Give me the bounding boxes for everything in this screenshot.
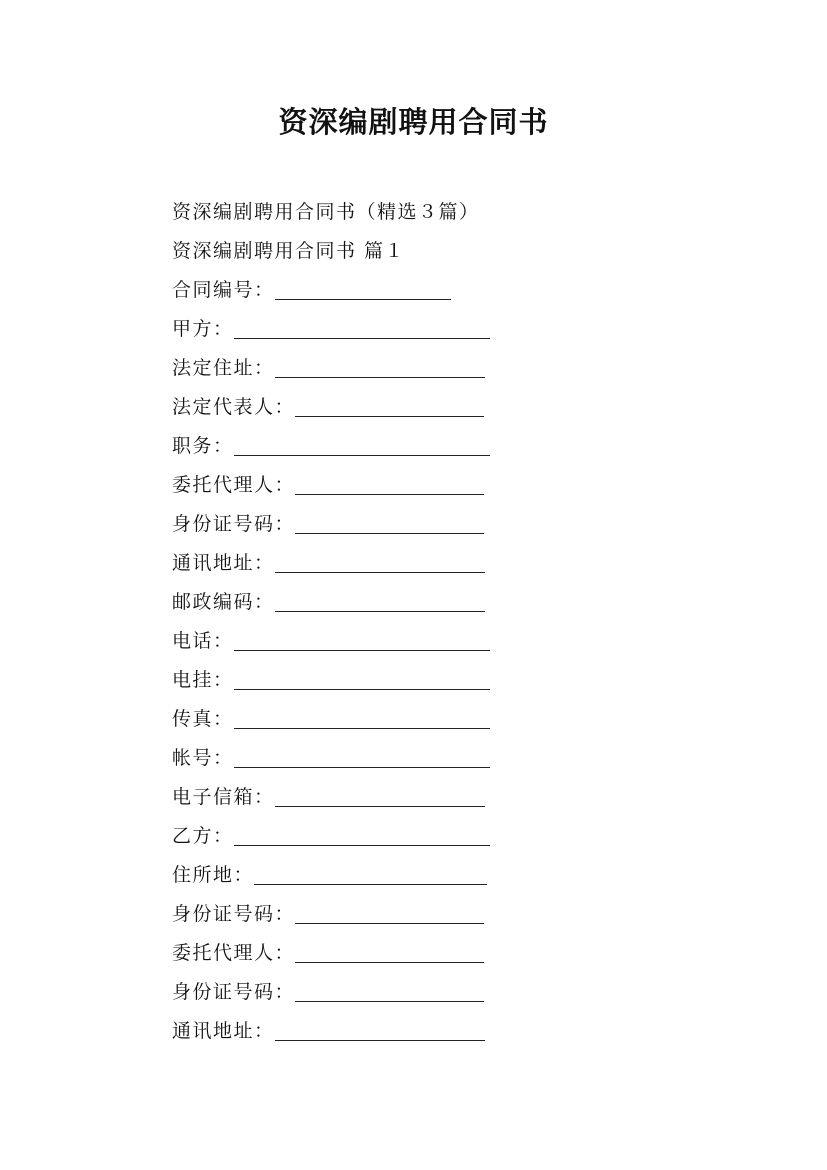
- field-label: 身份证号码：: [172, 513, 296, 535]
- field-telegraph: [172, 662, 512, 701]
- blank-line: [275, 272, 451, 308]
- field-label: 电话：: [172, 630, 234, 652]
- field-phone: [172, 623, 512, 662]
- field-label: 传真：: [172, 708, 234, 730]
- blank-line: [234, 740, 490, 776]
- blank-line: [295, 467, 484, 503]
- field-label: 通讯地址：: [172, 552, 275, 574]
- field-label: 帐号：: [172, 747, 234, 769]
- field-label: 委托代理人：: [172, 474, 296, 496]
- blank-line: [234, 662, 490, 698]
- contract-fields: [172, 194, 512, 1052]
- blank-line: [295, 389, 484, 425]
- document-title: 资深编剧聘用合同书: [278, 105, 549, 139]
- field-label: 电挂：: [172, 669, 234, 691]
- blank-line: [234, 428, 490, 464]
- blank-line: [275, 350, 485, 386]
- blank-line: [295, 506, 484, 542]
- field-mailing-address-b: [172, 1013, 512, 1052]
- blank-line: [275, 1013, 485, 1049]
- subtitle: 资深编剧聘用合同书（精选３篇）: [172, 201, 480, 223]
- blank-line: [234, 701, 490, 737]
- field-contract-number: [172, 272, 512, 311]
- section-heading: 资深编剧聘用合同书 篇１: [172, 240, 406, 262]
- field-party-a: [172, 311, 512, 350]
- field-legal-address: [172, 350, 512, 389]
- field-id-number-b2: [172, 974, 512, 1013]
- blank-line: [275, 779, 485, 815]
- field-label: 邮政编码：: [172, 591, 275, 613]
- field-label: 乙方：: [172, 825, 234, 847]
- field-party-b: [172, 818, 512, 857]
- field-label: 法定住址：: [172, 357, 275, 379]
- blank-line: [275, 584, 485, 620]
- blank-line: [275, 545, 485, 581]
- blank-line: [234, 311, 490, 347]
- field-label: 合同编号：: [172, 279, 275, 301]
- section-heading-line: [172, 233, 512, 272]
- field-position: [172, 428, 512, 467]
- field-email: [172, 779, 512, 818]
- field-residence: [172, 857, 512, 896]
- blank-line: [295, 935, 484, 971]
- blank-line: [295, 896, 484, 932]
- blank-line: [234, 623, 490, 659]
- subtitle-line: [172, 194, 512, 233]
- field-label: 身份证号码：: [172, 981, 296, 1003]
- field-id-number-b: [172, 896, 512, 935]
- field-label: 法定代表人：: [172, 396, 296, 418]
- field-label: 委托代理人：: [172, 942, 296, 964]
- field-label: 电子信箱：: [172, 786, 275, 808]
- blank-line: [295, 974, 484, 1010]
- field-agent: [172, 467, 512, 506]
- field-label: 住所地：: [172, 864, 255, 886]
- field-mailing-address: [172, 545, 512, 584]
- field-label: 通讯地址：: [172, 1020, 275, 1042]
- blank-line: [254, 857, 487, 893]
- field-label: 身份证号码：: [172, 903, 296, 925]
- field-legal-representative: [172, 389, 512, 428]
- field-id-number: [172, 506, 512, 545]
- field-postal-code: [172, 584, 512, 623]
- field-agent-b: [172, 935, 512, 974]
- field-label: 甲方：: [172, 318, 234, 340]
- field-fax: [172, 701, 512, 740]
- field-label: 职务：: [172, 435, 234, 457]
- blank-line: [234, 818, 490, 854]
- field-account: [172, 740, 512, 779]
